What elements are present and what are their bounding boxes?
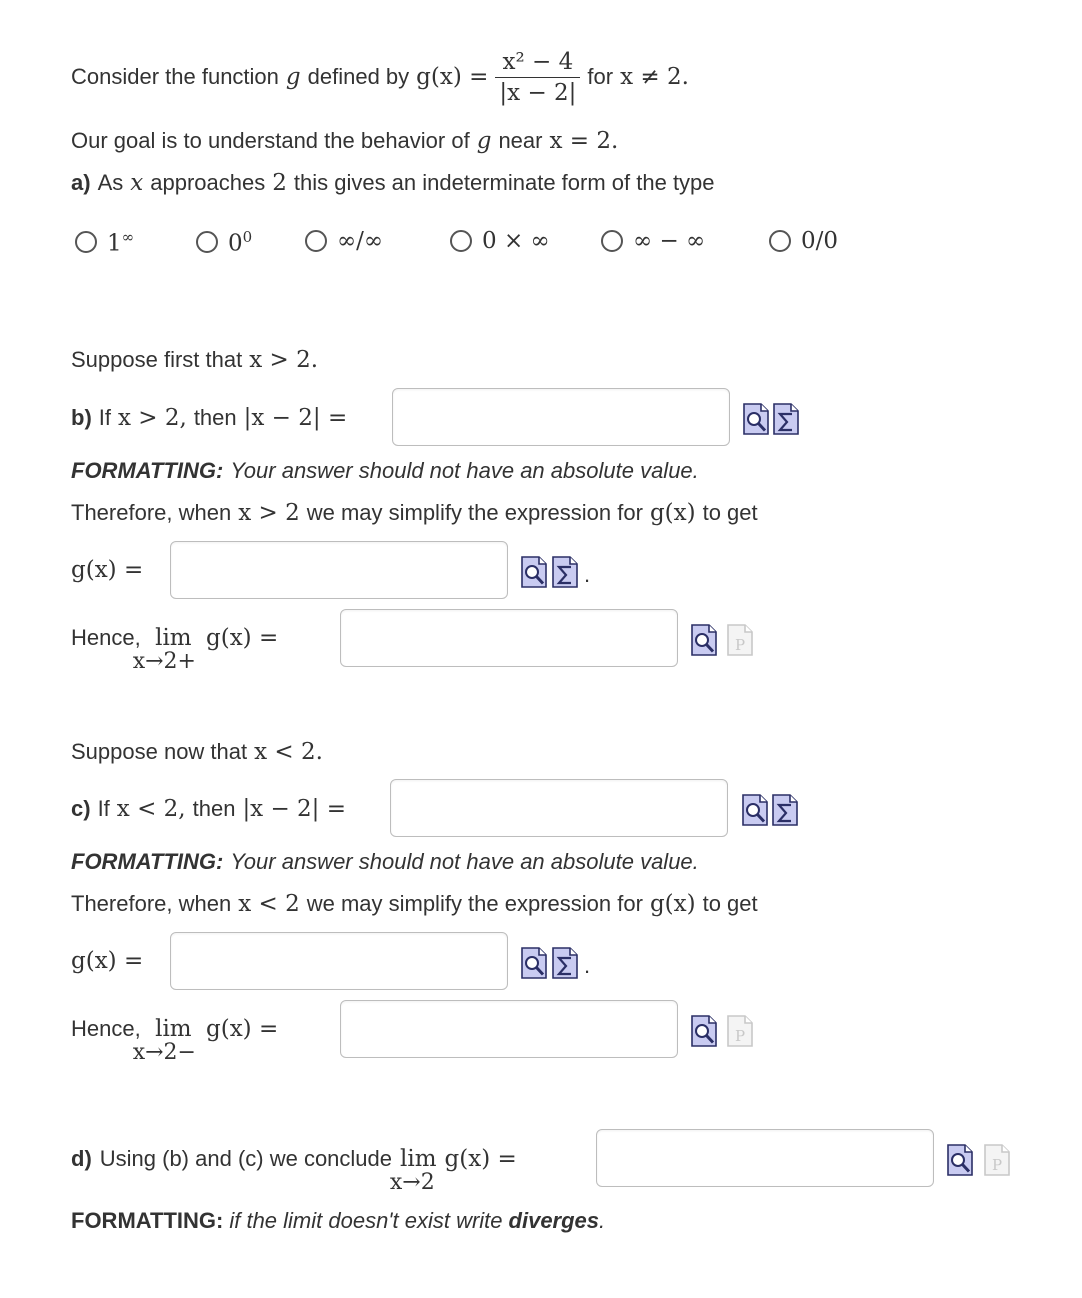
intro-func-name: g xyxy=(285,64,301,90)
period: . xyxy=(584,953,591,978)
suppose-now-text: Suppose now that xyxy=(71,739,248,764)
therefore-text: we may simplify the expression for xyxy=(306,891,643,916)
palette-icon xyxy=(726,623,754,657)
therefore-text: Therefore, when xyxy=(71,891,232,916)
part-c-formatting xyxy=(71,849,699,875)
formatting-end: . xyxy=(599,1208,606,1233)
radio-button[interactable] xyxy=(601,230,623,252)
suppose-first xyxy=(71,347,318,373)
part-c-question xyxy=(71,796,346,822)
suppose-first-cond: x > 2. xyxy=(249,347,319,373)
option-label: ∞ − ∞ xyxy=(633,228,706,254)
intro-numerator: x² − 4 xyxy=(495,49,580,78)
preview-icon[interactable] xyxy=(520,946,548,980)
preview-icon[interactable] xyxy=(520,555,548,589)
palette-icon xyxy=(983,1143,1011,1177)
equation-editor-icon[interactable] xyxy=(772,402,800,436)
part-b-if: If xyxy=(98,405,111,430)
intro-for: for xyxy=(587,64,614,89)
goal-point: x = 2. xyxy=(549,128,619,154)
part-a-text-after: this gives an indeterminate form of the type xyxy=(293,170,715,195)
part-d-answer-input[interactable] xyxy=(596,1129,934,1187)
part-c-g-lhs: g(x) = xyxy=(71,948,144,974)
part-c-g-answer-input[interactable] xyxy=(170,932,508,990)
formatting-label: FORMATTING: xyxy=(71,1208,224,1233)
intro-prefix: Consider the function xyxy=(71,64,279,89)
therefore-cond: x < 2 xyxy=(238,891,300,917)
part-c-then: then xyxy=(192,796,236,821)
part-c-cond: x < 2, xyxy=(116,796,186,822)
radio-button[interactable] xyxy=(196,231,218,253)
radio-button[interactable] xyxy=(305,230,327,252)
goal-text: Our goal is to understand the behavior of xyxy=(71,128,470,153)
limit-expr: g(x) = xyxy=(444,1146,517,1172)
therefore-func: g(x) xyxy=(649,891,696,917)
intro-lhs: g(x) = xyxy=(416,64,489,90)
therefore-text: Therefore, when xyxy=(71,500,232,525)
part-a-value: 2 xyxy=(272,170,287,196)
limit-expr: g(x) = xyxy=(206,625,279,651)
equation-editor-icon[interactable] xyxy=(551,555,579,589)
option-1-inf[interactable] xyxy=(75,228,134,257)
radio-button[interactable] xyxy=(75,231,97,253)
option-label: 1∞ xyxy=(107,228,135,257)
part-b-label: b) xyxy=(71,405,92,430)
formatting-text: Your answer should not have an absolute value. xyxy=(230,849,699,874)
option-label: ∞/∞ xyxy=(337,228,384,254)
preview-icon[interactable] xyxy=(741,793,769,827)
part-b-expr: |x − 2| = xyxy=(243,405,348,431)
part-c-if: If xyxy=(97,796,110,821)
intro-line xyxy=(71,32,689,122)
goal-near: near xyxy=(498,128,543,153)
limit-expr: g(x) = xyxy=(206,1016,279,1042)
part-d-formatting xyxy=(71,1208,605,1234)
therefore-func: g(x) xyxy=(649,500,696,526)
formatting-text: if the limit doesn't exist write xyxy=(229,1208,503,1233)
option-label: 0 × ∞ xyxy=(482,228,550,254)
preview-icon[interactable] xyxy=(946,1143,974,1177)
radio-button[interactable] xyxy=(769,230,791,252)
intro-denominator: |x − 2| xyxy=(499,79,577,106)
part-b-g-lhs: g(x) = xyxy=(71,557,144,583)
palette-icon xyxy=(726,1014,754,1048)
therefore-text: to get xyxy=(702,500,758,525)
limit-operator: lim x→2− xyxy=(132,1016,196,1065)
part-d-question xyxy=(71,1146,517,1194)
part-c-limit-answer-input[interactable] xyxy=(340,1000,678,1058)
hence-text: Hence, xyxy=(71,1016,141,1041)
intro-defined-by: defined by xyxy=(307,64,410,89)
part-a-label: a) xyxy=(71,170,91,195)
equation-editor-icon[interactable] xyxy=(551,946,579,980)
part-b-limit xyxy=(71,625,278,673)
part-c-answer-input[interactable] xyxy=(390,779,728,837)
option-label: $0^0$ xyxy=(228,228,253,257)
part-c-label: c) xyxy=(71,796,91,821)
part-a-text-before: As xyxy=(97,170,124,195)
intro-condition: x ≠ 2. xyxy=(620,64,689,90)
preview-icon[interactable] xyxy=(690,623,718,657)
option-inf-over-inf[interactable] xyxy=(305,228,383,254)
option-0-over-0[interactable] xyxy=(769,228,838,254)
part-b-limit-answer-input[interactable] xyxy=(340,609,678,667)
part-b-formatting xyxy=(71,458,699,484)
therefore-text: to get xyxy=(702,891,758,916)
option-label: 0/0 xyxy=(801,228,839,254)
intro-fraction xyxy=(495,49,580,106)
goal-func: g xyxy=(476,128,492,154)
part-a-question xyxy=(71,170,715,196)
part-a-text-mid: approaches xyxy=(150,170,266,195)
hence-text: Hence, xyxy=(71,625,141,650)
limit-operator: lim x→2 xyxy=(389,1146,437,1195)
suppose-now xyxy=(71,739,323,765)
part-d-text: Using (b) and (c) we conclude xyxy=(99,1146,393,1171)
part-b-therefore xyxy=(71,500,758,526)
radio-button[interactable] xyxy=(450,230,472,252)
preview-icon[interactable] xyxy=(690,1014,718,1048)
option-inf-minus-inf[interactable] xyxy=(601,228,705,254)
part-b-question xyxy=(71,405,347,431)
formatting-label: FORMATTING: xyxy=(71,849,224,874)
part-c-limit xyxy=(71,1016,278,1064)
formatting-text: Your answer should not have an absolute value. xyxy=(230,458,699,483)
part-a-var: x xyxy=(130,170,144,196)
limit-operator: lim x→2+ xyxy=(132,625,196,674)
option-0-times-inf[interactable] xyxy=(450,228,550,254)
part-b-then: then xyxy=(193,405,237,430)
part-b-answer-input[interactable] xyxy=(392,388,730,446)
suppose-now-cond: x < 2. xyxy=(254,739,323,765)
option-0-0[interactable] xyxy=(196,228,252,257)
therefore-text: we may simplify the expression for xyxy=(306,500,643,525)
preview-icon[interactable] xyxy=(742,402,770,436)
suppose-first-text: Suppose first that xyxy=(71,347,243,372)
part-b-cond: x > 2, xyxy=(118,405,187,431)
equation-editor-icon[interactable] xyxy=(771,793,799,827)
therefore-cond: x > 2 xyxy=(238,500,300,526)
period: . xyxy=(584,562,591,587)
part-b-g-answer-input[interactable] xyxy=(170,541,508,599)
part-c-expr: |x − 2| = xyxy=(242,796,347,822)
goal-line xyxy=(71,128,618,154)
part-d-label: d) xyxy=(71,1146,92,1171)
formatting-label: FORMATTING: xyxy=(71,458,224,483)
formatting-keyword: diverges xyxy=(508,1208,600,1233)
part-c-therefore xyxy=(71,891,758,917)
